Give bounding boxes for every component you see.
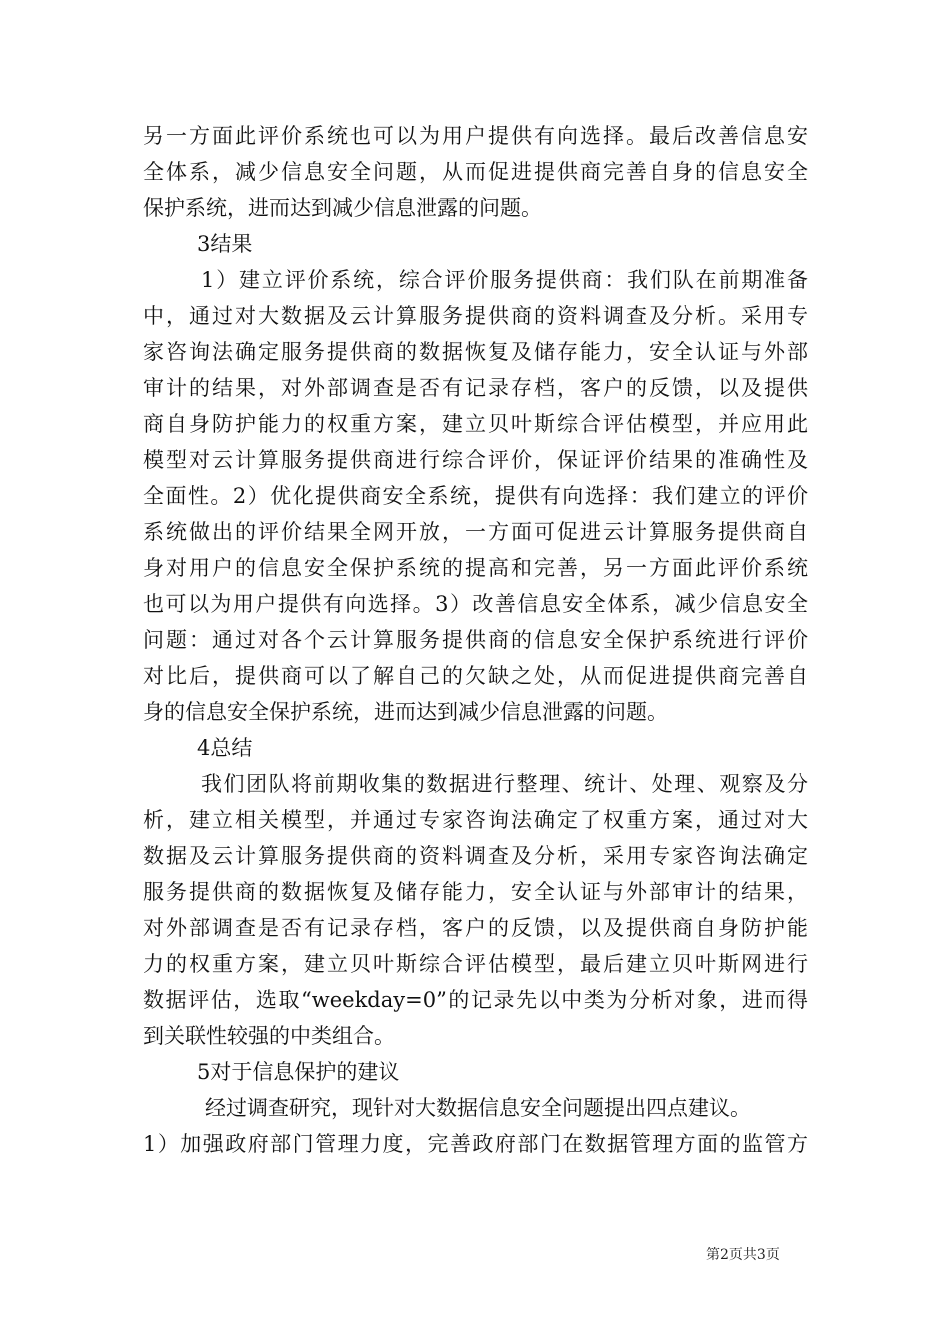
paragraph-line: 另一方面此评价系统也可以为用户提供有向选择。最后改善信息安 <box>143 124 808 148</box>
paragraph-line: 服务提供商的数据恢复及储存能力，安全认证与外部审计的结果， <box>143 880 808 904</box>
paragraph-line: 经过调查研究，现针对大数据信息安全问题提出四点建议。 <box>205 1096 751 1120</box>
paragraph-line: 数据及云计算服务提供商的资料调查及分析，采用专家咨询法确定 <box>143 844 808 868</box>
section-heading-results: 3结果 <box>197 232 253 256</box>
section-heading-summary: 4总结 <box>197 736 253 760</box>
paragraph-line: 1）建立评价系统，综合评价服务提供商：我们队在前期准备 <box>201 268 808 292</box>
paragraph-line: 系统做出的评价结果全网开放，一方面可促进云计算服务提供商自 <box>143 520 808 544</box>
paragraph-line: 商自身防护能力的权重方案，建立贝叶斯综合评估模型，并应用此 <box>143 412 808 436</box>
paragraph-line: 也可以为用户提供有向选择。3）改善信息安全体系，减少信息安全 <box>143 592 808 616</box>
paragraph-line: 对比后，提供商可以了解自己的欠缺之处，从而促进提供商完善自 <box>143 664 808 688</box>
paragraph-line: 数据评估，选取“weekday=0”的记录先以中类为分析对象，进而得 <box>143 988 808 1012</box>
paragraph-line: 保护系统，进而达到减少信息泄露的问题。 <box>143 196 542 220</box>
page-number-footer: 第2页共3页 <box>706 1247 780 1263</box>
paragraph-line: 模型对云计算服务提供商进行综合评价，保证评价结果的准确性及 <box>143 448 808 472</box>
paragraph-line: 全体系，减少信息安全问题，从而促进提供商完善自身的信息安全 <box>143 160 808 184</box>
paragraph-line: 全面性。2）优化提供商安全系统，提供有向选择：我们建立的评价 <box>143 484 808 508</box>
paragraph-line: 1）加强政府部门管理力度，完善政府部门在数据管理方面的监管方 <box>143 1132 808 1156</box>
paragraph-line: 身的信息安全保护系统，进而达到减少信息泄露的问题。 <box>143 700 668 724</box>
paragraph-line: 力的权重方案，建立贝叶斯综合评估模型，最后建立贝叶斯网进行 <box>143 952 808 976</box>
section-heading-suggestions: 5对于信息保护的建议 <box>197 1060 400 1084</box>
paragraph-line: 到关联性较强的中类组合。 <box>143 1024 395 1048</box>
document-body <box>143 118 808 1162</box>
paragraph-line: 析，建立相关模型，并通过专家咨询法确定了权重方案，通过对大 <box>143 808 808 832</box>
paragraph-line: 家咨询法确定服务提供商的数据恢复及储存能力，安全认证与外部 <box>143 340 808 364</box>
paragraph-line: 问题：通过对各个云计算服务提供商的信息安全保护系统进行评价 <box>143 628 808 652</box>
paragraph-line: 审计的结果，对外部调查是否有记录存档，客户的反馈，以及提供 <box>143 376 808 400</box>
paragraph-line: 中，通过对大数据及云计算服务提供商的资料调查及分析。采用专 <box>143 304 808 328</box>
paragraph-line: 身对用户的信息安全保护系统的提高和完善，另一方面此评价系统 <box>143 556 808 580</box>
paragraph-line: 我们团队将前期收集的数据进行整理、统计、处理、观察及分 <box>201 772 808 796</box>
paragraph-line: 对外部调查是否有记录存档，客户的反馈，以及提供商自身防护能 <box>143 916 808 940</box>
